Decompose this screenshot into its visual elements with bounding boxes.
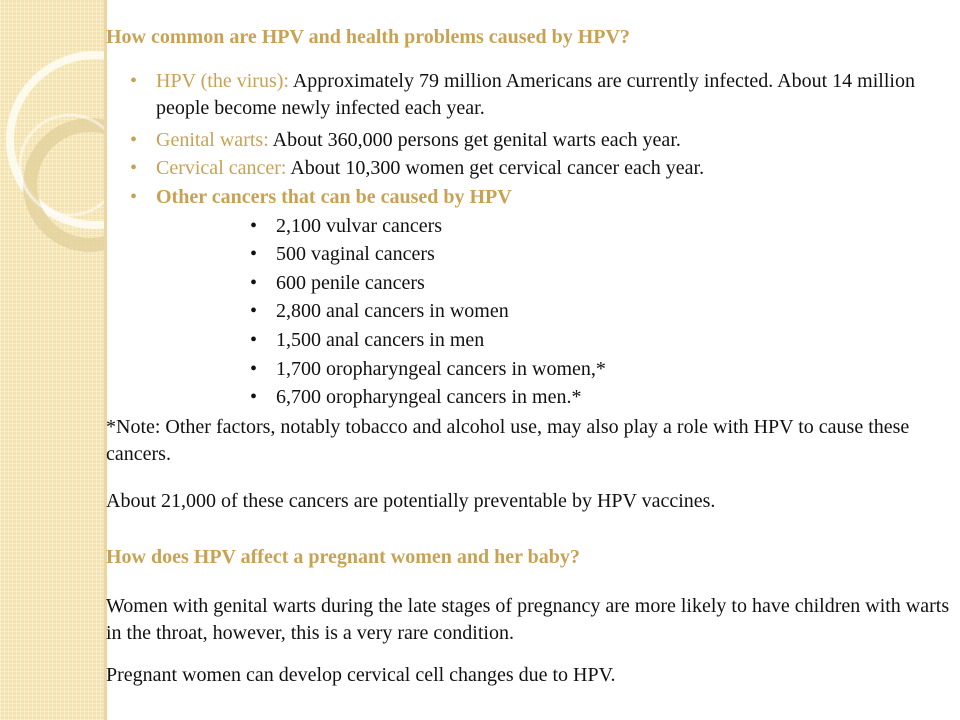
heading-pregnancy: How does HPV affect a pregnant women and her baby? xyxy=(106,546,580,568)
heading-hpv-common: How common are HPV and health problems caused by HPV? xyxy=(106,26,630,48)
sub-bullet-dot: • xyxy=(250,300,258,322)
sub-bullet-oropharyngeal-men xyxy=(250,384,582,411)
pregnancy-warts-paragraph: Women with genital warts during the late stages of pregnancy are more likely to have children with warts in the throat, however, this is a very rare condition. xyxy=(106,595,950,644)
bullet-label: HPV (the virus): xyxy=(156,70,289,92)
bullet-other-cancers xyxy=(130,184,956,211)
sub-bullet-text: 2,800 anal cancers in women xyxy=(276,300,509,322)
bullet-text: About 10,300 women get cervical cancer each year. xyxy=(286,157,705,179)
sub-bullet-text: 1,500 anal cancers in men xyxy=(276,329,485,351)
bullet-dot: • xyxy=(130,129,138,151)
decorative-side-band xyxy=(0,0,107,720)
bullet-hpv-virus xyxy=(130,68,956,122)
bullet-label: Cervical cancer: xyxy=(156,157,287,179)
sub-bullet-text: 600 penile cancers xyxy=(276,272,425,294)
bullet-dot: • xyxy=(130,186,138,208)
bullet-genital-warts xyxy=(130,127,956,154)
sub-bullet-text: 2,100 vulvar cancers xyxy=(276,215,443,237)
sub-bullet-anal-women xyxy=(250,298,509,325)
note-paragraph: *Note: Other factors, notably tobacco and alcohol use, may also play a role with HPV to cause these cancers. xyxy=(106,416,910,465)
bullet-dot: • xyxy=(130,70,138,92)
sub-bullet-dot: • xyxy=(250,243,258,265)
sub-bullet-oropharyngeal-women xyxy=(250,356,606,383)
sub-bullet-dot: • xyxy=(250,329,258,351)
sub-bullet-dot: • xyxy=(250,272,258,294)
bullet-text: Approximately 79 million Americans are currently infected. About 14 million people become newly infected each year. xyxy=(156,70,915,119)
sub-bullet-dot: • xyxy=(250,215,258,237)
sub-bullet-text: 1,700 oropharyngeal cancers in women,* xyxy=(276,358,606,380)
sub-bullet-penile xyxy=(250,270,425,297)
bullet-label: Genital warts: xyxy=(156,129,269,151)
sub-bullet-anal-men xyxy=(250,327,485,354)
sub-bullet-text: 500 vaginal cancers xyxy=(276,243,435,265)
sub-bullet-vulvar xyxy=(250,213,443,240)
sub-bullet-vaginal xyxy=(250,241,435,268)
preventable-paragraph: About 21,000 of these cancers are potentially preventable by HPV vaccines. xyxy=(106,490,716,512)
bullet-label: Other cancers that can be caused by HPV xyxy=(156,186,512,208)
bullet-text: About 360,000 persons get genital warts each year. xyxy=(268,129,681,151)
pregnancy-cervical-paragraph: Pregnant women can develop cervical cell changes due to HPV. xyxy=(106,664,616,686)
bullet-cervical-cancer xyxy=(130,155,956,182)
sub-bullet-text: 6,700 oropharyngeal cancers in men.* xyxy=(276,386,582,408)
bullet-dot: • xyxy=(130,157,138,179)
decorative-circles xyxy=(0,0,104,720)
sub-bullet-dot: • xyxy=(250,386,258,408)
sub-bullet-dot: • xyxy=(250,358,258,380)
